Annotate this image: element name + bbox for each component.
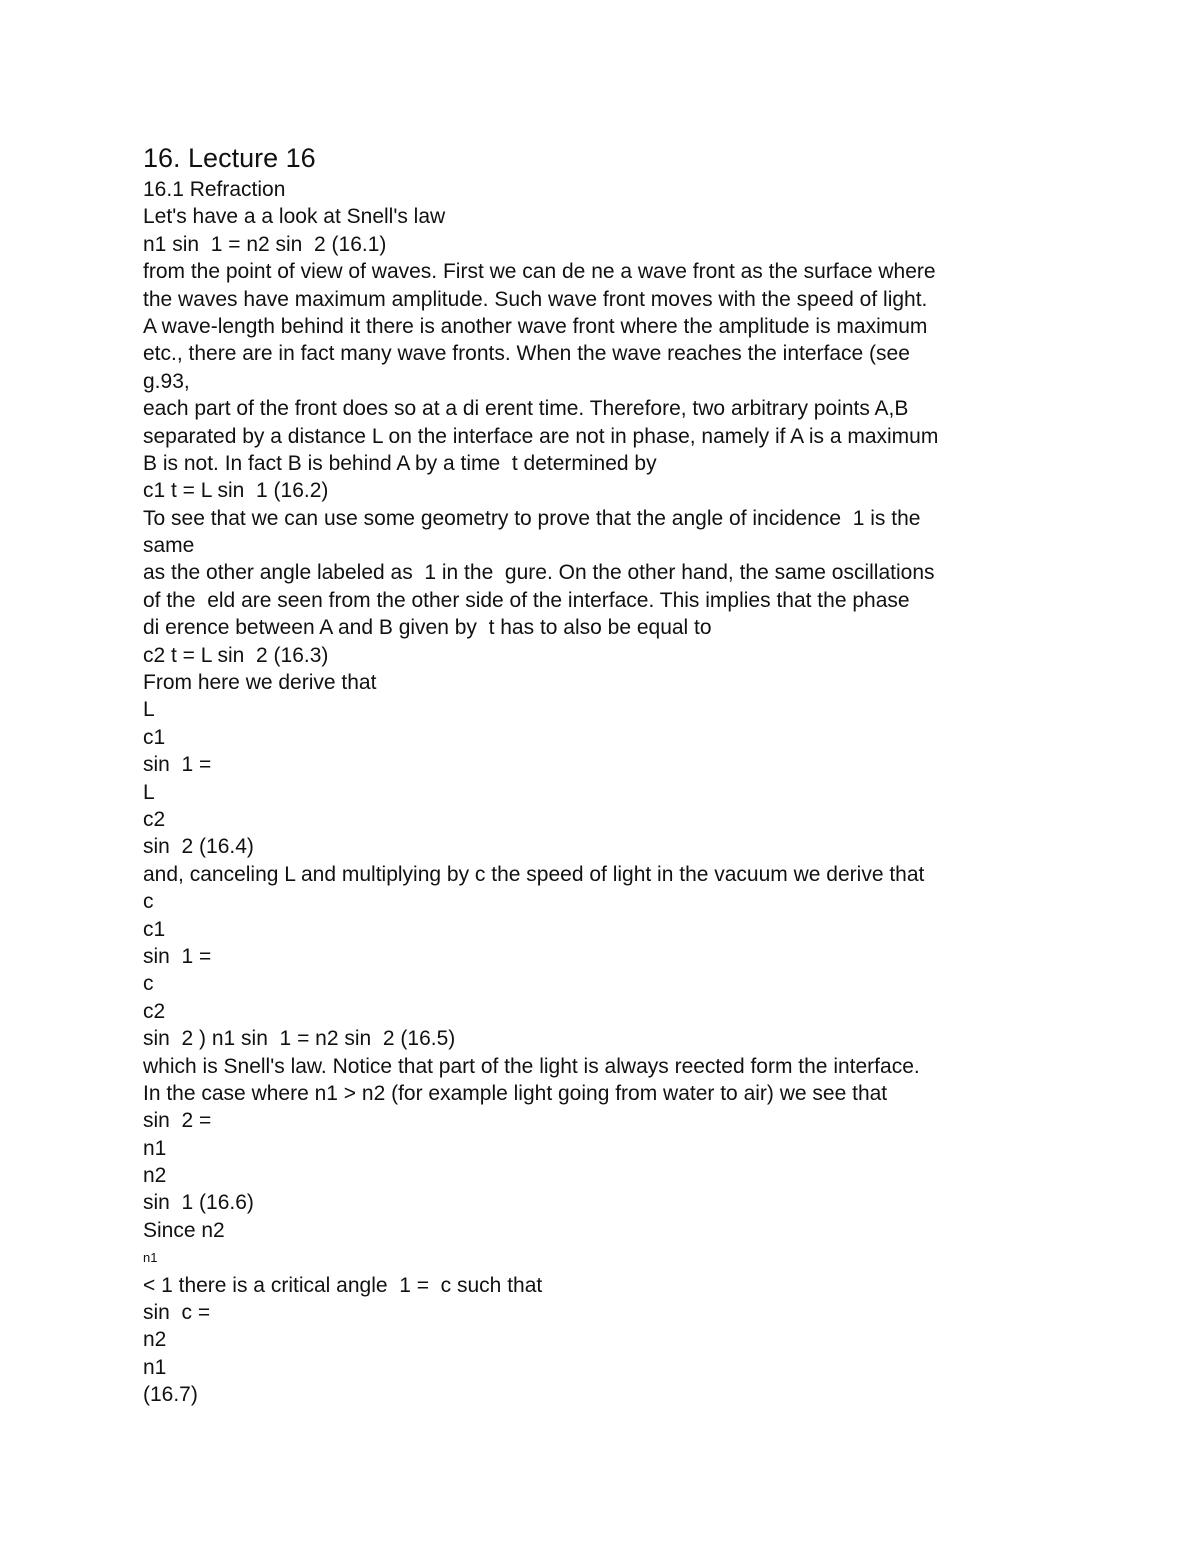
text-line: the waves have maximum amplitude. Such wave front moves with the speed of light. — [143, 287, 928, 311]
text-line: same — [143, 534, 195, 558]
equation-line: n1 — [143, 1355, 167, 1379]
equation-line: L — [143, 780, 155, 804]
equation-line: n1 — [143, 1136, 167, 1160]
equation-line: sin c = — [143, 1301, 211, 1325]
text-line: < 1 there is a critical angle 1 = c such that — [143, 1273, 543, 1297]
text-line: Let's have a a look at Snell's law — [143, 205, 446, 229]
equation-line: c2 — [143, 807, 166, 831]
text-line: B is not. In fact B is behind A by a time t determined by — [143, 451, 657, 475]
text-line: di erence between A and B given by t has to also be equal to — [143, 616, 712, 640]
section-heading: 16.1 Refraction — [143, 178, 286, 201]
equation-line: n1 — [143, 1250, 158, 1266]
text-line: In the case where n1 > n2 (for example light going from water to air) we see that — [143, 1081, 888, 1105]
text-line: of the eld are seen from the other side of the interface. This implies that the phase — [143, 588, 910, 612]
equation-line: c2 t = L sin 2 (16.3) — [143, 643, 329, 667]
text-line: which is Snell's law. Notice that part of the light is always reected form the interface. — [143, 1054, 920, 1078]
equation-line: sin 1 = — [143, 753, 212, 777]
text-line: as the other angle labeled as 1 in the gure. On the other hand, the same oscillations — [143, 561, 935, 585]
equation-line: sin 2 ) n1 sin 1 = n2 sin 2 (16.5) — [143, 1027, 456, 1051]
equation-line: sin 1 (16.6) — [143, 1191, 254, 1215]
equation-number: (16.7) — [143, 1383, 198, 1407]
equation-line: sin 1 = — [143, 944, 212, 968]
text-line: each part of the front does so at a di erent time. Therefore, two arbitrary points A,B — [143, 397, 909, 421]
equation-line: n2 — [143, 1164, 167, 1188]
equation-line: c1 — [143, 917, 166, 941]
equation-line: L — [143, 698, 155, 722]
text-line: Since n2 — [143, 1218, 225, 1242]
text-line: and, canceling L and multiplying by c the speed of light in the vacuum we derive that — [143, 862, 925, 886]
text-line: A wave-length behind it there is another wave front where the amplitude is maximum — [143, 314, 928, 338]
text-line: etc., there are in fact many wave fronts. When the wave reaches the interface (see — [143, 342, 910, 366]
equation-line: sin 2 = — [143, 1109, 212, 1133]
equation-line: sin 2 (16.4) — [143, 835, 254, 859]
equation-line: c2 — [143, 999, 166, 1023]
text-line: g.93, — [143, 369, 190, 393]
equation-line: n2 — [143, 1328, 167, 1352]
equation-line: c — [143, 890, 154, 914]
text-line: from the point of view of waves. First we can de ne a wave front as the surface where — [143, 260, 936, 284]
text-line: To see that we can use some geometry to prove that the angle of incidence 1 is the — [143, 506, 921, 530]
text-line: separated by a distance L on the interface are not in phase, namely if A is a maximum — [143, 424, 939, 448]
equation-line: c — [143, 972, 154, 996]
equation-line: c1 t = L sin 1 (16.2) — [143, 479, 329, 503]
lecture-text — [143, 140, 1143, 1409]
equation-line: n1 sin 1 = n2 sin 2 (16.1) — [143, 232, 387, 256]
equation-line: c1 — [143, 725, 166, 749]
lecture-title: 16. Lecture 16 — [143, 143, 316, 173]
text-line: From here we derive that — [143, 671, 377, 695]
